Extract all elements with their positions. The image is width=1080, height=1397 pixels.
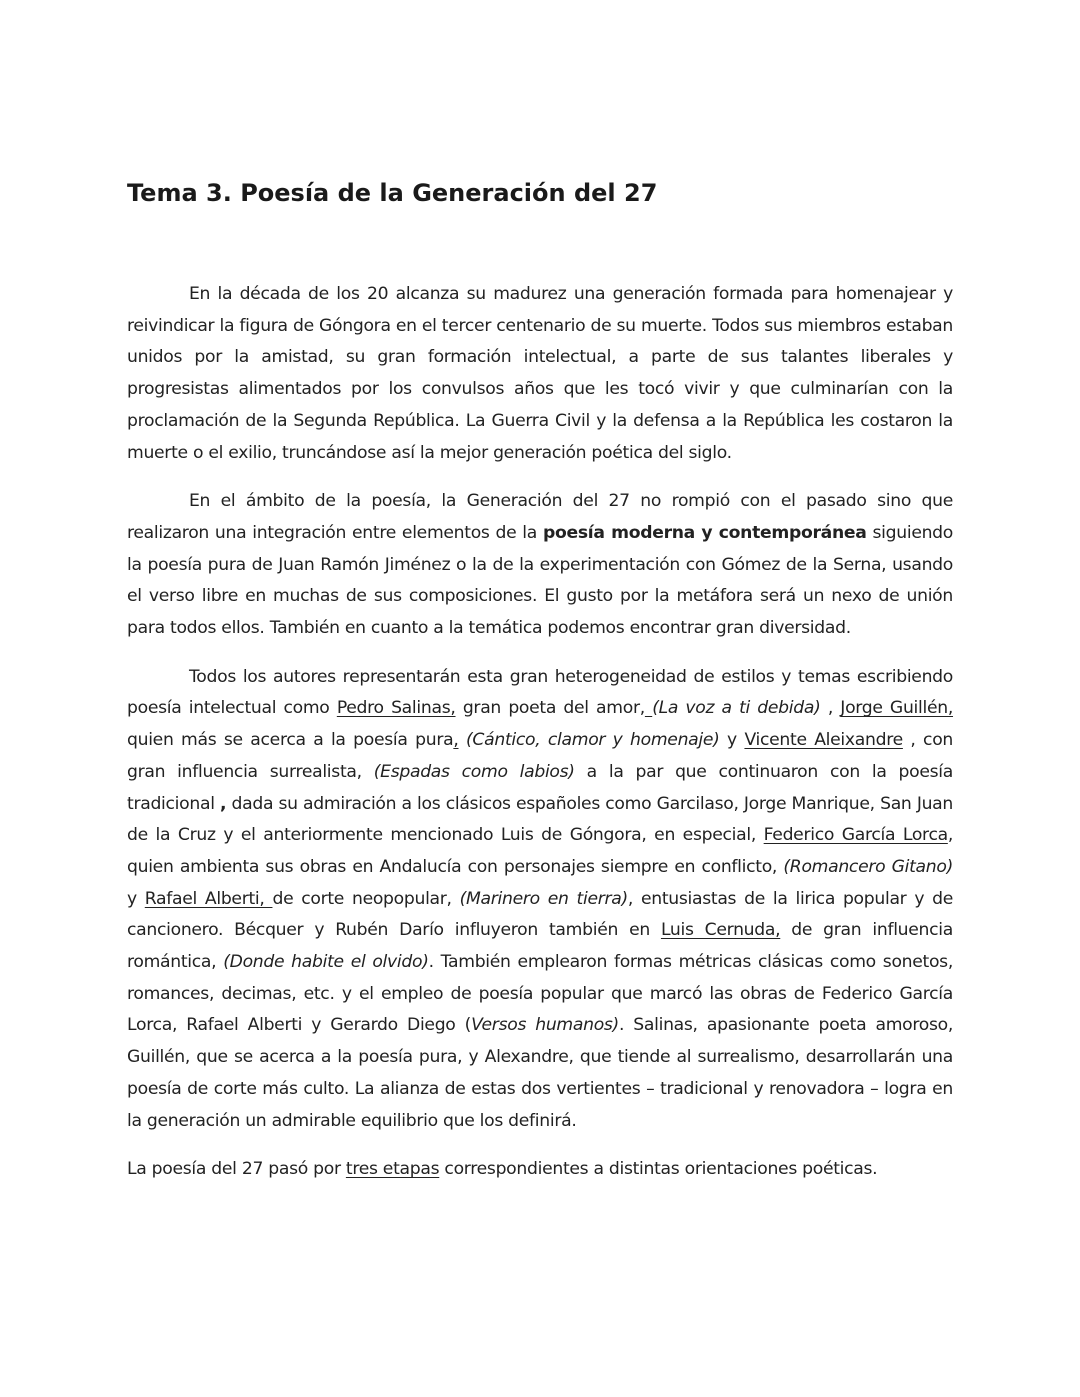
- work-salinas: (La voz a ti debida): [652, 698, 821, 719]
- author-federico-garcia-lorca: Federico García Lorca: [763, 825, 948, 846]
- paragraph-text: La poesía del 27 pasó por: [127, 1159, 346, 1180]
- paragraph-text: siguiendo la poesía pura de Juan Ramón Jiménez o la de la experimentación con Gómez de la Serna, usando el verso libre en muchas de sus composiciones. El gusto por la metáfora será un nexo de unión para todos ellos. También en cuanto a la temática podemos encontrar gran diversidad.: [127, 522, 954, 639]
- paragraph-text: , con gran influencia surrealista,: [127, 730, 954, 782]
- paragraph-intro: En la década de los 20 alcanza su madurez una generación formada para homenajear y reivindicar la figura de Góngora en el tercer centenario de su muerte. Todos sus miembros estaban unidos por la amistad, su gran formación intelectual, a parte de sus talantes liberales y progresistas alimentados por los convulsos años que les tocó vivir y que culminarían con la proclamación de la Segunda República. La Guerra Civil y la defensa a la República les costaron la muerte o el exilio, truncándose así la mejor generación poética del siglo.: [127, 284, 953, 463]
- author-luis-cernuda: Luis Cernuda,: [660, 920, 781, 941]
- paragraph-text: dada su admiración a los clásicos españoles como Garcilaso, Jorge Manrique, San Juan de la Cruz y el anteriormente mencionado Luis de Góngora, en especial,: [127, 793, 954, 846]
- paragraph-text: [459, 730, 467, 750]
- paragraph-text: quien más se acerca a la poesía pura: [127, 730, 454, 751]
- underlined-comma: ,: [453, 730, 459, 751]
- author-jorge-guillen: Jorge Guillén,: [840, 698, 954, 719]
- paragraph-text: ,: [820, 698, 841, 719]
- work-aleixandre: (Espadas como labios): [373, 761, 575, 782]
- work-guillen: (Cántico, clamor y homenaje): [466, 730, 720, 751]
- paragraph-autores: [127, 662, 953, 1138]
- paragraph-ambito: [127, 486, 953, 645]
- work-cernuda: (Donde habite el olvido): [223, 952, 429, 973]
- paragraph-text: y: [127, 888, 145, 909]
- paragraph-text: de corte neopopular,: [272, 888, 460, 909]
- paragraph-text: de gran influencia romántica,: [127, 920, 953, 973]
- paragraph-text: Todos los autores representarán esta gran heterogeneidad de estilos y temas escribiendo poesía intelectual como: [127, 666, 953, 719]
- author-rafael-alberti: Rafael Alberti,: [144, 888, 273, 909]
- bold-comma: ,: [219, 793, 227, 814]
- document-page: [127, 175, 953, 1203]
- work-lorca: (Romancero Gitano): [783, 856, 953, 877]
- paragraph-text: a la par que continuaron con la poesía tradicional: [127, 761, 953, 814]
- bold-phrase: poesía moderna y contemporánea: [542, 522, 867, 543]
- paragraph-etapas: [127, 1154, 953, 1186]
- paragraph-text: , quien ambienta sus obras en Andalucía con personajes siempre en conflicto,: [127, 825, 953, 877]
- paragraph-text: . También emplearon formas métricas clásicas como sonetos, romances, decimas, etc. y el empleo de poesía popular que marcó las obras de Federico García Lorca, Rafael Alberti y Gerardo Diego (: [127, 952, 953, 1036]
- document-body: [127, 279, 953, 1186]
- paragraph-text: , entusiastas de la lirica popular y de cancionero. Bécquer y Rubén Darío influyeron también en: [127, 888, 953, 941]
- work-alberti: (Marinero en tierra): [459, 888, 628, 909]
- paragraph-text: gran poeta del amor,: [455, 698, 645, 719]
- paragraph-text: correspondientes a distintas orientaciones poéticas.: [439, 1159, 878, 1180]
- work-diego: Versos humanos): [471, 1015, 619, 1036]
- paragraph-text: . Salinas, apasionante poeta amoroso, Guillén, que se acerca a la poesía pura, y Alexandre, que tiende al surrealismo, desarrollarán una poesía de corte más culto. La alianza de estas dos vertientes – tradicional y renovadora – logra en la generación un admirable equilibrio que los definirá.: [127, 1015, 953, 1131]
- page-title: Tema 3. Poesía de la Generación del 27: [127, 179, 658, 207]
- tres-etapas-link: tres etapas: [345, 1159, 440, 1180]
- author-pedro-salinas: Pedro Salinas,: [336, 698, 456, 719]
- author-vicente-aleixandre: Vicente Aleixandre: [744, 730, 903, 751]
- paragraph-text: En el ámbito de la poesía, la Generación del 27 no rompió con el pasado sino que realizaron una integración entre elementos de la: [127, 491, 953, 543]
- paragraph-text: y: [719, 730, 745, 751]
